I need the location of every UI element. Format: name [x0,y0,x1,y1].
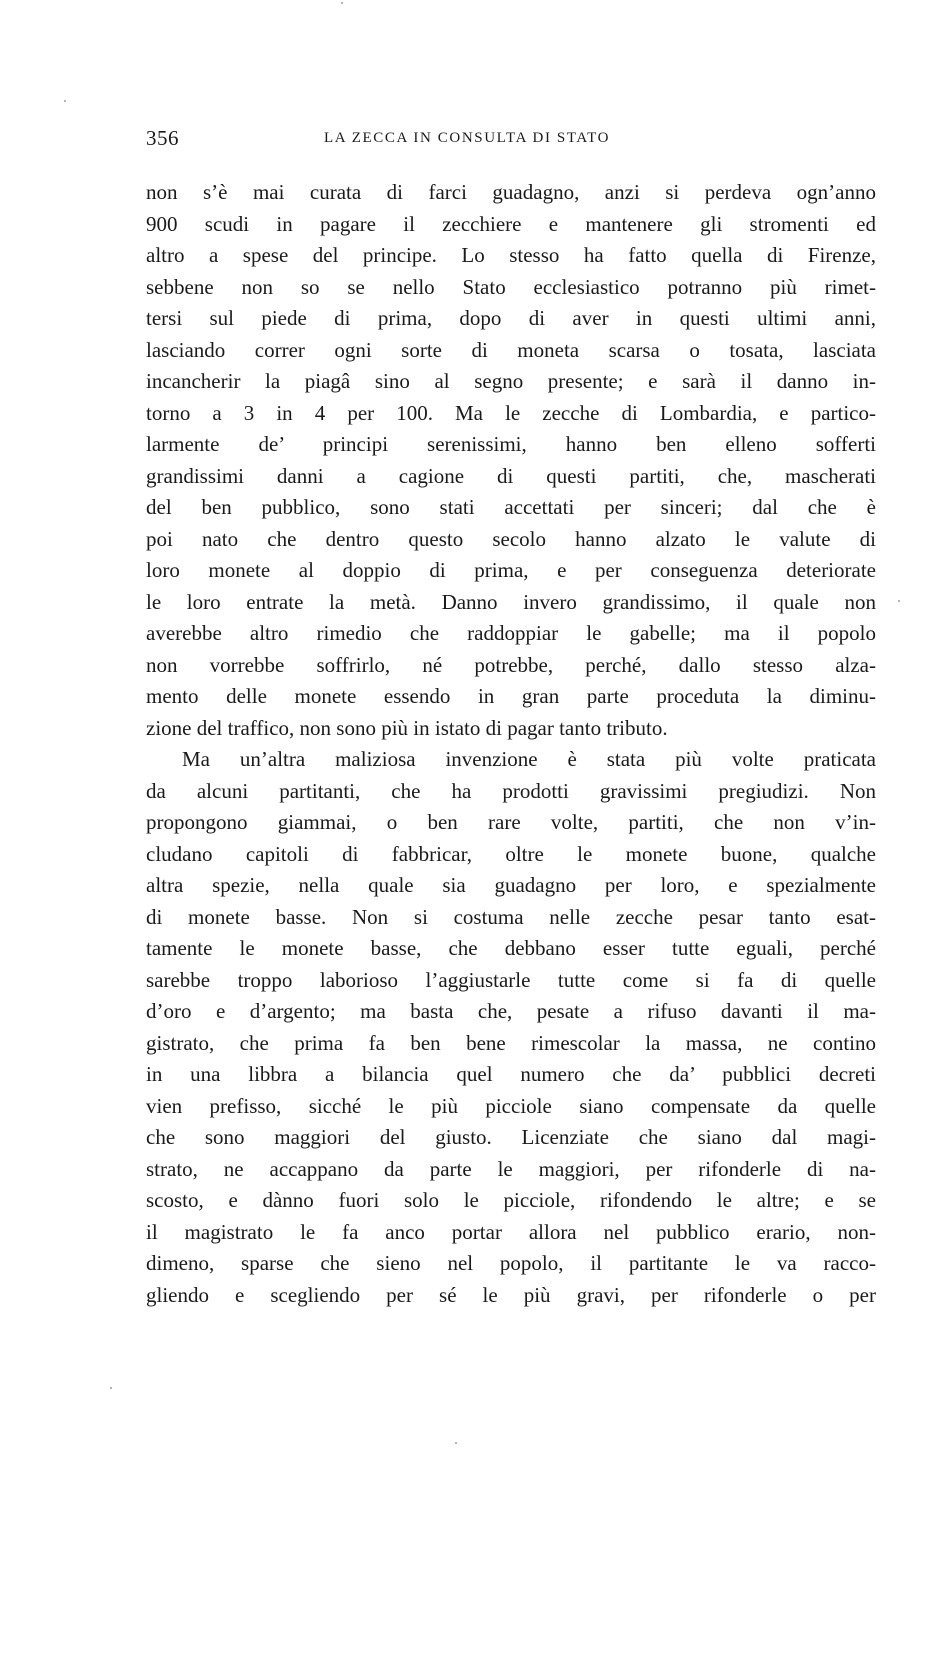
paragraph-1 [146,177,876,744]
text-line: propongono giammai, o ben rare volte, partiti, che non v’in- [146,810,876,834]
body-text [146,177,876,1311]
text-line: vien prefisso, sicché le più picciole siano compensate da quelle [146,1093,876,1118]
text-line: zione del traffico, non sono più in istato di pagar tanto tributo. [146,715,668,740]
text-line: poi nato che dentro questo secolo hanno alzato le valute di [146,526,876,551]
text-line: non s’è mai curata di farci guadagno, anzi si perdeva ogn’anno [146,180,876,204]
text-line: altro a spese del principe. Lo stesso ha fatto quella di Firenze, [146,243,876,267]
text-line: le loro entrate la metà. Danno invero grandissimo, il quale non [146,589,876,614]
text-line: che sono maggiori del giusto. Licenziate che siano dal magi- [146,1125,876,1149]
text-line: del ben pubblico, sono stati accettati per sinceri; dal che è [146,495,876,519]
text-line: averebbe altro rimedio che raddoppiar le gabelle; ma il popolo [146,621,876,645]
page-number: 356 [146,126,179,150]
text-line: Ma un’altra maliziosa invenzione è stata più volte praticata [182,747,876,771]
text-line: grandissimi danni a cagione di questi partiti, che, mascherati [146,463,876,488]
text-line: tersi sul piede di prima, dopo di aver in questi ultimi anni, [146,306,876,330]
text-line: larmente de’ principi serenissimi, hanno ben elleno sofferti [146,432,876,456]
text-line: incancherir la piagâ sino al segno presente; e sarà il danno in- [146,369,876,393]
text-line: scosto, e dànno fuori solo le picciole, rifondendo le altre; e se [146,1188,876,1212]
text-line: sebbene non so se nello Stato ecclesiastico potranno più rimet- [146,274,876,299]
text-line: loro monete al doppio di prima, e per conseguenza deteriorate [146,558,876,582]
text-line: di monete basse. Non si costuma nelle zecche pesar tanto esat- [146,904,876,929]
text-line: torno a 3 in 4 per 100. Ma le zecche di Lombardia, e partico- [146,400,876,425]
text-line: gistrato, che prima fa ben bene rimescolar la massa, ne contino [146,1030,876,1055]
text-line: dimeno, sparse che sieno nel popolo, il partitante le va racco- [146,1251,876,1275]
scan-speck [898,600,900,602]
text-line: da alcuni partitanti, che ha prodotti gravissimi pregiudizi. Non [146,778,876,803]
text-line: strato, ne accappano da parte le maggiori, per rifonderle di na- [146,1156,876,1181]
text-line: non vorrebbe soffrirlo, né potrebbe, perché, dallo stesso alza- [146,652,876,677]
text-line: 900 scudi in pagare il zecchiere e mantenere gli stromenti ed [146,211,876,236]
text-line: gliendo e scegliendo per sé le più gravi, per rifonderle o per [146,1282,876,1307]
running-title: LA ZECCA IN CONSULTA DI STATO [324,130,611,146]
text-line: sarebbe troppo laborioso l’aggiustarle tutte come si fa di quelle [146,967,876,992]
scan-speck [64,100,66,102]
text-line: mento delle monete essendo in gran parte proceduta la diminu- [146,684,876,708]
paragraph-2 [146,744,876,1311]
text-line: tamente le monete basse, che debbano esser tutte eguali, perché [146,936,876,960]
text-line: il magistrato le fa anco portar allora nel pubblico erario, non- [146,1219,876,1244]
scan-speck [341,2,343,4]
text-line: cludano capitoli di fabbricar, oltre le monete buone, qualche [146,841,876,866]
text-line: d’oro e d’argento; ma basta che, pesate a rifuso davanti il ma- [146,999,876,1023]
text-line: altra spezie, nella quale sia guadagno per loro, e spezialmente [146,873,876,897]
text-line: lasciando correr ogni sorte di moneta scarsa o tosata, lasciata [146,337,876,362]
scan-speck [455,1442,457,1444]
page-header [146,126,876,156]
text-line: in una libbra a bilancia quel numero che da’ pubblici decreti [146,1062,876,1086]
scan-speck [110,1387,112,1389]
